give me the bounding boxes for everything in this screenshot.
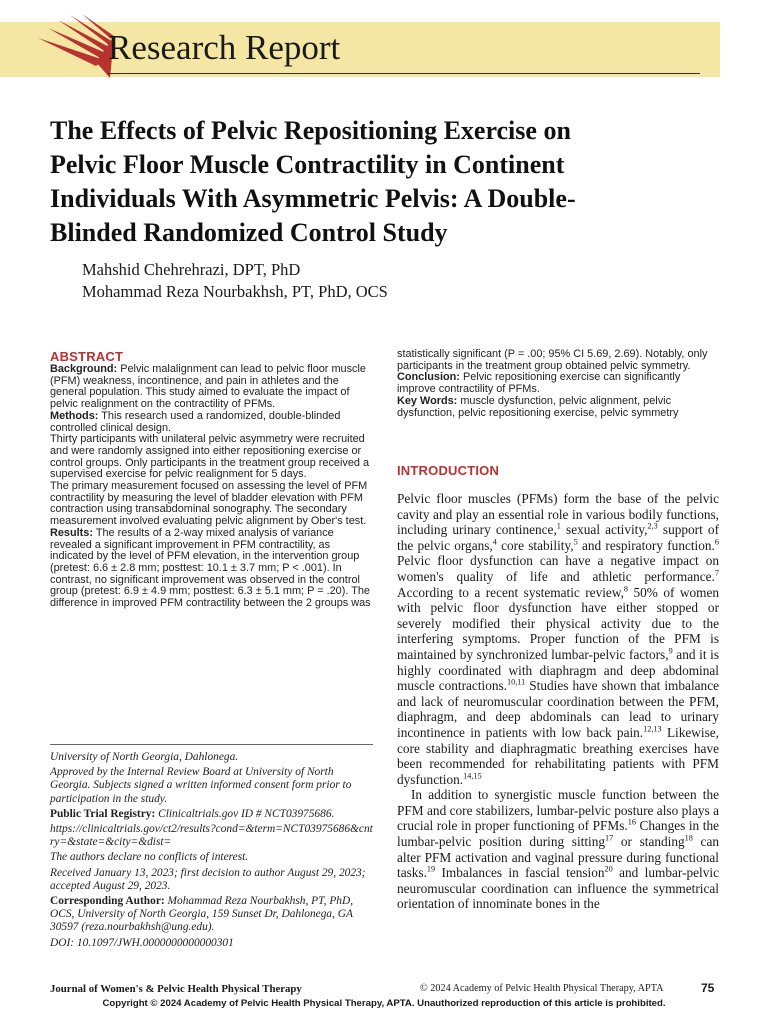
text-run: Imbalances in fascial tension (435, 865, 605, 881)
journal-logo-icon (38, 14, 118, 80)
citation[interactable]: 20 (604, 864, 613, 874)
introduction-heading: INTRODUCTION (397, 463, 500, 478)
affiliation-dates: Received January 13, 2023; first decision to author August 29, 2023; accepted August 29, 2023. (50, 866, 366, 892)
results-label: Results: (50, 526, 93, 539)
text-run: Likewise, core stability and diaphragmatic breathing exercises have been recommended for rehabilitating patients with PFM dysfunction. (397, 724, 720, 787)
methods-label: Methods: (50, 409, 99, 422)
text-run: or standing (613, 834, 685, 850)
citation[interactable]: 4 (492, 537, 497, 547)
author-name: Mahshid Chehrehrazi, DPT, PhD (82, 260, 301, 279)
citation[interactable]: 5 (573, 537, 578, 547)
conclusion-text: Pelvic repositioning exercise can significantly improve contractility of PFMs. (397, 371, 681, 396)
citation[interactable]: 12,13 (643, 724, 662, 734)
text-run: support of the pelvic organs, (397, 522, 719, 553)
keywords-label: Key Words: (397, 394, 458, 407)
text-run: Pelvic floor dysfunction can have a negative impact on women's quality of life and athletic performance. (397, 553, 719, 584)
abstract-background (50, 364, 373, 411)
abstract-results (50, 528, 373, 610)
abstract-keywords (397, 396, 719, 419)
text-run: and lumbar-pelvic neuromuscular coordination can influence the symmetrical orientation of innominate bones in the (397, 865, 719, 912)
title-line: Blinded Randomized Control Study (50, 218, 448, 247)
journal-name: Journal of Women's & Pelvic Health Physical Therapy (50, 983, 302, 995)
title-line: Pelvic Floor Muscle Contractility in Continent (50, 150, 565, 179)
intro-paragraph-2 (397, 787, 719, 912)
citation[interactable]: 14,15 (463, 771, 482, 781)
article-title (50, 114, 730, 250)
citation[interactable]: 10,11 (507, 677, 526, 687)
text-run: and it is highly coordinated with diaphragm and deep abdominal muscle contractions. (397, 646, 719, 694)
results-text: The results of a 2-way mixed analysis of variance revealed a significant improvement in PFM contractility, as indicated by the level of PFM elevation, in the intervention group (pretest: 6.6 ± 2.8 mm; posttest: 10.1 ± 3.7 mm; P < .001). In contrast, no significant improvement was observed in the control group (pretest: 6.9 ± 4.9 mm; posttest: 6.3 ± 5.1 mm; P = .20). The difference in improved PFM contractility between the 2 groups was (50, 526, 371, 610)
citation[interactable]: 7 (714, 568, 719, 578)
title-line: Individuals With Asymmetric Pelvis: A Double- (50, 184, 576, 213)
abstract-heading: ABSTRACT (50, 349, 124, 364)
copyright-notice: Copyright © 2024 Academy of Pelvic Health Physical Therapy, APTA. Unauthorized reproduction of this article is prohibited. (102, 998, 666, 1009)
affiliation-notes (50, 744, 373, 952)
text-run: and respiratory function. (577, 537, 715, 553)
page-number: 75 (701, 981, 715, 995)
registry-id: Clinicaltrials.gov ID # NCT03975686. (158, 807, 335, 820)
text-run: According to a recent systematic review, (397, 584, 624, 600)
intro-paragraph-1 (397, 491, 719, 787)
methods-text: This research used a randomized, double-blinded controlled clinical design. (50, 409, 341, 434)
abstract-conclusion (397, 372, 719, 395)
text-run: Pelvic floor muscles (PFMs) form the base of the pelvic cavity and play an essential role in various bodily functions, including urinary continence, (397, 491, 719, 538)
citation[interactable]: 18 (684, 833, 693, 843)
text-run: Changes in the lumbar-pelvic position during sitting (397, 818, 719, 850)
text-run: 50% of women with pelvic floor dysfunction have either stopped or severely modified their physical activity due to the interfering symptoms. Proper function of the PFM is maintained by synchronized lumbar-pelvic factors, (397, 584, 719, 662)
affiliation-irb: Approved by the Internal Review Board at University of North Georgia. Subjects signed a written informed consent form prior to participation in the study. (50, 766, 352, 805)
citation[interactable]: 16 (627, 818, 636, 828)
abstract-methods-p2: Thirty participants with unilateral pelvic asymmetry were recruited and were randomly assigned into either repositioning exercise or control groups. Only participants in the treatment group received a supervised exercise for pelvic realignment for 5 days. (50, 433, 370, 481)
affiliation-corresponding (50, 895, 373, 935)
text-run: sexual activity, (560, 522, 648, 538)
citation[interactable]: 8 (623, 584, 629, 594)
conclusion-label: Conclusion: (397, 371, 460, 384)
abstract (50, 350, 373, 610)
corresponding-label: Corresponding Author: (50, 895, 165, 908)
registry-label: Public Trial Registry: (50, 807, 156, 820)
citation[interactable]: 9 (668, 646, 673, 656)
background-text: Pelvic malalignment can lead to pelvic floor muscle (PFM) weakness, incontinence, and pain in athletes and the general population. This study aimed to evaluate the impact of pelvic realignment on the contractility of PFMs. (50, 363, 366, 411)
author-name: Mohammad Reza Nourbakhsh, PT, PhD, OCS (82, 282, 388, 301)
corresponding-text: Mohammad Reza Nourbakhsh, PT, PhD, OCS, University of North Georgia, 159 Sunset Dr, Dahlonega, GA 30597 (reza.nourbakhsh@ung.edu). (50, 895, 354, 934)
abstract-continued (397, 349, 719, 419)
keywords-text: muscle dysfunction, pelvic alignment, pelvic dysfunction, pelvic repositioning exercise, pelvic symmetry (397, 394, 679, 419)
text-run: In addition to synergistic muscle function between the PFM and core stabilizers, lumbar-pelvic posture also plays a crucial role in proper functioning of PFMs. (397, 787, 719, 834)
title-line: The Effects of Pelvic Repositioning Exercise on (50, 116, 571, 145)
abstract-methods-p3: The primary measurement focused on assessing the level of PFM contractility by measuring the level of bladder elevation with PFM contraction using transabdominal sonography. The secondary measurement involved evaluating pelvic alignment by Ober's test. (50, 480, 368, 528)
citation[interactable]: 2,3 (647, 521, 658, 531)
citation[interactable]: 19 (426, 864, 436, 874)
affiliation-university: University of North Georgia, Dahlonega. (50, 751, 239, 763)
text-run: core stability, (496, 537, 574, 553)
affiliation-doi[interactable]: DOI: 10.1097/JWH.0000000000000301 (50, 936, 234, 949)
author-list (82, 259, 388, 303)
introduction-body (397, 491, 719, 912)
citation[interactable]: 1 (556, 521, 561, 531)
affiliation-conflicts: The authors declare no conflicts of interest. (50, 851, 249, 864)
registry-link[interactable]: https://clinicaltrials.gov/ct2/results?cond=&term=NCT03975686&cntry=&state=&city=&dist= (50, 823, 373, 849)
banner-divider (108, 73, 700, 74)
text-run: Studies have shown that imbalance and lack of neuromuscular coordination between the PFM, diaphragm, and deep abdominals can lead to urinary incontinence in patients with low back pain. (397, 678, 719, 740)
citation[interactable]: 17 (605, 833, 614, 843)
publisher-notice: © 2024 Academy of Pelvic Health Physical Therapy, APTA (420, 983, 664, 994)
citation[interactable]: 6 (714, 537, 719, 547)
abstract-results-cont: statistically significant (P = .00; 95% CI 5.69, 2.69). Notably, only participants in the treatment group obtained pelvic symmetry. (397, 348, 708, 372)
background-label: Background: (50, 363, 118, 375)
text-run: can alter PFM activation and vaginal pressure during functional tasks. (397, 834, 719, 881)
abstract-methods (50, 411, 373, 434)
affiliation-registry (50, 808, 373, 821)
section-title: Research Report (108, 28, 341, 67)
